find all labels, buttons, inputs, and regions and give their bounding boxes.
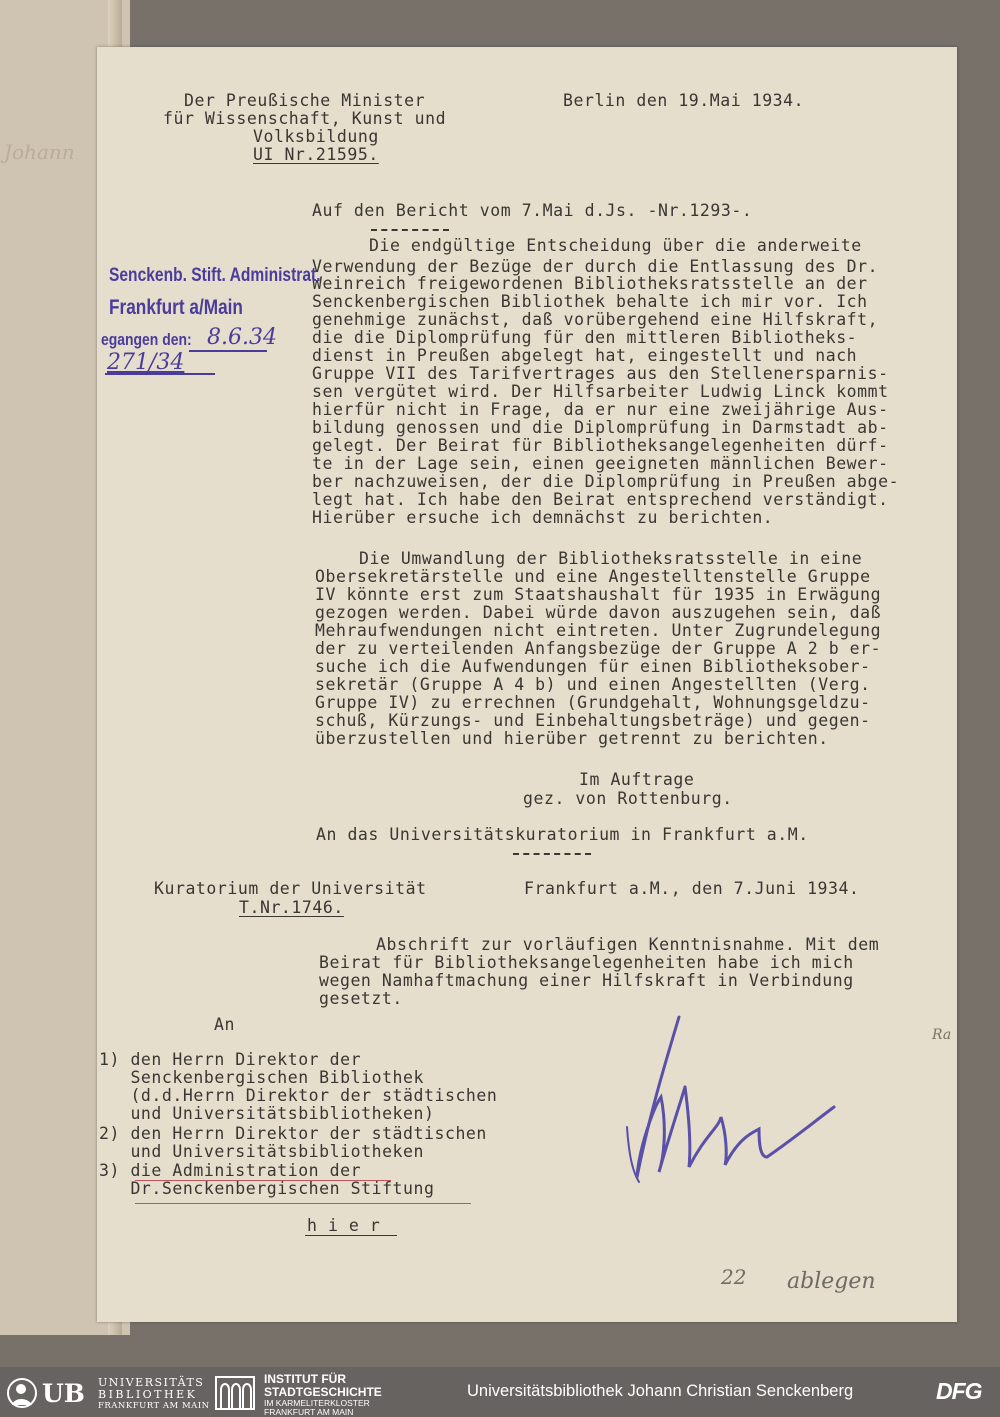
copy-date: Frankfurt a.M., den 7.Juni 1934. [524, 879, 860, 898]
stamp-rule [189, 350, 267, 352]
text-line: Beirat für Bibliotheksangelegenheiten habe ich mich [319, 953, 854, 972]
sender-line-2: für Wissenschaft, Kunst und [163, 109, 447, 128]
text-line: Verwendung der Bezüge der durch die Entlassung des Dr. [312, 257, 879, 276]
institut-line-3: IM KARMELITERKLOSTER [264, 1398, 370, 1408]
margin-mark: Ra [932, 1027, 952, 1043]
institut-line-1: INSTITUT FÜR [264, 1372, 346, 1386]
red-pencil-underline [135, 1203, 471, 1204]
text-line: wegen Namhaftmachung einer Hilfskraft in Verbindung [319, 971, 854, 990]
stamp-line-3-label: egangen den: [101, 330, 192, 349]
text-line: sekretär (Gruppe A 4 b) und einen Angestellten (Verg. [315, 675, 871, 694]
sender-line-1: Der Preußische Minister [184, 91, 426, 110]
text-line: bildung genossen und die Diplomprüfung in Darmstadt ab- [312, 418, 889, 437]
text-line: hierfür nicht in Frage, da er nur eine zweijährige Aus- [312, 400, 889, 419]
stamp-rule [105, 373, 215, 375]
text-line: die die Diplomprüfung für den mittleren Bibliotheks- [312, 328, 858, 347]
addressee-line: Dr.Senckenbergischen Stiftung [99, 1179, 435, 1198]
handwritten-note: ablegen [787, 1269, 876, 1294]
text-line: IV könnte erst zum Staatshaushalt für 1935 in Erwägung [315, 585, 882, 604]
text-line: suche ich die Aufwendungen für einen Bibliotheksober- [315, 657, 871, 676]
ghost-text: Johann [4, 140, 75, 164]
text-line: überzustellen und hierüber getrennt zu berichten. [315, 729, 829, 748]
separator [371, 229, 449, 231]
addressee-line: (d.d.Herrn Direktor der städtischen [99, 1086, 498, 1105]
text-line: Mehraufwendungen nicht eintreten. Unter Zugrundelegung [315, 621, 882, 640]
addressee-line: und Universitätsbibliotheken) [99, 1104, 435, 1123]
footer-bar [0, 1367, 1000, 1417]
subject-line: Auf den Bericht vom 7.Mai d.Js. -Nr.1293-. [312, 201, 753, 220]
an-label: An [214, 1015, 235, 1034]
text-line: Hierüber ersuche ich demnächst zu berichten. [312, 508, 774, 527]
ub-logo-text: UB [42, 1379, 85, 1408]
ub-name-2: BIBLIOTHEK [98, 1388, 198, 1401]
text-line: gezogen werden. Dabei würde davon auszugehen sein, daß [315, 603, 882, 622]
text-line: der zu verteilenden Anfangsbezüge der Gruppe A 2 b er- [315, 639, 882, 658]
institut-line-2: STADTGESCHICHTE [264, 1385, 382, 1399]
text-line: Gruppe IV) zu errechnen (Grundgehalt, Wohnungsgeldzu- [315, 693, 871, 712]
text-line: sen vergütet wird. Der Hilfsarbeiter Ludwig Linck kommt [312, 382, 889, 401]
library-title[interactable]: Universitätsbibliothek Johann Christian Senckenberg [467, 1382, 854, 1400]
recipient-line: An das Universitätskuratorium in Frankfurt a.M. [316, 825, 809, 844]
institut-line-4: FRANKFURT AM MAIN [264, 1407, 354, 1417]
text-line: gesetzt. [319, 989, 403, 1008]
closing-1: Im Auftrage [579, 770, 695, 789]
text-line: legt hat. Ich habe den Beirat entsprechend verständigt. [312, 490, 889, 509]
addressee-line: Senckenbergischen Bibliothek [99, 1068, 424, 1087]
text-line: te in der Lage sein, einen geeigneten männlichen Bewer- [312, 454, 889, 473]
letter-date: Berlin den 19.Mai 1934. [563, 91, 805, 110]
hier-underline [305, 1235, 397, 1236]
text-line: gelegt. Der Beirat für Bibliotheksangelegenheiten dürf- [312, 436, 889, 455]
ub-name-1: UNIVERSITÄTS [98, 1376, 205, 1389]
closing-2: gez. von Rottenburg. [523, 789, 733, 808]
handwritten-number: 22 [721, 1265, 747, 1289]
text-line: Die Umwandlung der Bibliotheksratsstelle in eine [359, 549, 863, 568]
text-line: Senckenbergischen Bibliothek behalte ich mir vor. Ich [312, 292, 868, 311]
text-line: genehmige zunächst, daß vorübergehend eine Hilfskraft, [312, 310, 879, 329]
addressee-line: 2) den Herrn Direktor der städtischen [99, 1124, 487, 1143]
sender-line-3: Volksbildung [253, 127, 379, 146]
stamp-journal-number: 271/34 [107, 350, 185, 375]
text-line: schuß, Kürzungs- und Einbehaltungsbeträge) und gegen- [315, 711, 871, 730]
text-line: Abschrift zur vorläufigen Kenntnisnahme. Mit dem [376, 935, 880, 954]
stamp-line-2: Frankfurt a/Main [109, 296, 243, 319]
stamp-line-1: Senckenb. Stift. Administrat. [109, 265, 321, 286]
copy-reference: T.Nr.1746. [239, 898, 344, 917]
place-hier: h i e r [307, 1216, 381, 1235]
addressee-line: 1) den Herrn Direktor der [99, 1050, 362, 1069]
addressee-line: 3) die Administration der [99, 1161, 362, 1180]
signature [609, 1007, 849, 1187]
arches-icon [215, 1376, 255, 1410]
text-line: ber nachzuweisen, der die Diplomprüfung in Preußen abge- [312, 472, 900, 491]
text-line: Gruppe VII des Tarifvertrages aus den Stellenersparnis- [312, 364, 889, 383]
text-line: dienst in Preußen abgelegt hat, eingestellt und nach [312, 346, 858, 365]
document-sheet [97, 47, 957, 1322]
portrait-icon [6, 1377, 38, 1409]
copy-sender: Kuratorium der Universität [154, 879, 427, 898]
separator [513, 853, 591, 855]
dfg-logo[interactable]: DFG [936, 1378, 982, 1404]
text-line: Die endgültige Entscheidung über die anderweite [369, 236, 862, 255]
text-line: Obersekretärstelle und eine Angestelltenstelle Gruppe [315, 567, 871, 586]
text-line: Weinreich freigewordenen Bibliotheksratsstelle an der [312, 274, 868, 293]
ub-name-3: FRANKFURT AM MAIN [98, 1401, 210, 1411]
reference-number: UI Nr.21595. [253, 145, 379, 164]
red-pencil-underline [135, 1180, 391, 1181]
addressee-line: und Universitätsbibliotheken [99, 1142, 424, 1161]
stamp-date: 8.6.34 [207, 325, 277, 350]
